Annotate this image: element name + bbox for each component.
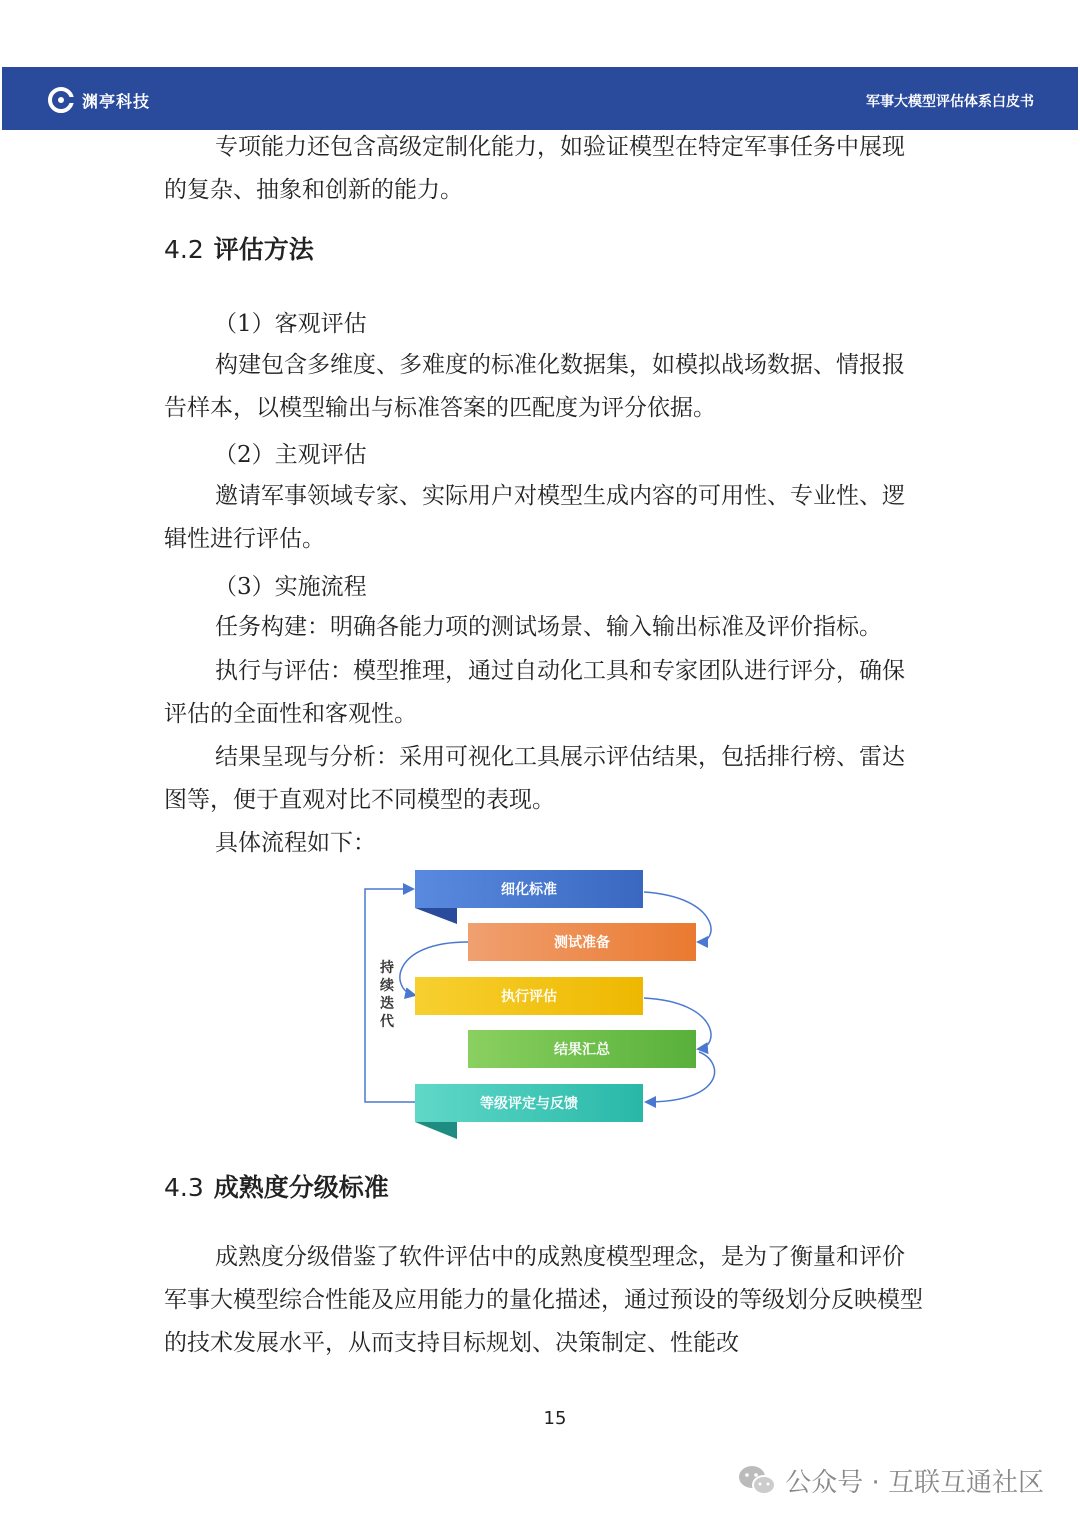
flow-step-label: 等级评定与反馈 xyxy=(480,1096,578,1112)
maturity-paragraph: 成熟度分级借鉴了软件评估中的成熟度模型理念，是为了衡量和评价军事大模型综合性能及应用能力的量化描述，通过预设的等级划分反映模型的技术发展水平，从而支持目标规划、决策制定、性能改 xyxy=(164,1244,923,1356)
section-title: 成熟度分级标准 xyxy=(213,1173,389,1202)
side-label-char: 持 xyxy=(380,960,394,976)
side-label-char: 续 xyxy=(380,978,394,994)
intro-paragraph: 专项能力还包含高级定制化能力，如验证模型在特定军事任务中展现的复杂、抽象和创新的能力。 xyxy=(164,134,905,203)
step-results: 结果呈现与分析：采用可视化工具展示评估结果，包括排行榜、雷达图等，便于直观对比不同模型的表现。 xyxy=(164,744,905,813)
objective-paragraph: 构建包含多维度、多难度的标准化数据集，如模拟战场数据、情报报告样本，以模型输出与标准答案的匹配度为评分依据。 xyxy=(164,352,905,421)
subjective-paragraph: 邀请军事领域专家、实际用户对模型生成内容的可用性、专业性、逻辑性进行评估。 xyxy=(164,483,905,552)
step-execute: 执行与评估：模型推理，通过自动化工具和专家团队进行评分，确保评估的全面性和客观性。 xyxy=(164,658,905,727)
subheading-objective: （1）客观评估 xyxy=(214,311,367,337)
wechat-icon xyxy=(737,1464,777,1498)
section-heading-4-3 xyxy=(164,1168,389,1204)
brand-logo xyxy=(48,87,150,113)
section-number: 4.3 xyxy=(164,1173,204,1202)
step-task-build: 任务构建：明确各能力项的测试场景、输入输出标准及评价指标。 xyxy=(215,614,882,640)
process-flow-diagram xyxy=(360,862,730,1147)
watermark-footer xyxy=(737,1462,1044,1499)
side-label-char: 迭 xyxy=(380,996,394,1012)
section-number: 4.2 xyxy=(164,235,204,264)
subheading-subjective: （2）主观评估 xyxy=(214,442,367,468)
subheading-process: （3）实施流程 xyxy=(214,574,367,600)
flow-step-label: 测试准备 xyxy=(554,935,610,951)
flow-intro: 具体流程如下： xyxy=(215,830,376,856)
page-number: 15 xyxy=(543,1408,567,1429)
c-logo-icon xyxy=(48,87,74,113)
section-heading-4-2 xyxy=(164,230,314,266)
document-title: 军事大模型评估体系白皮书 xyxy=(866,94,1034,110)
side-label-char: 代 xyxy=(380,1014,394,1030)
section-title: 评估方法 xyxy=(213,235,314,264)
flow-step-label: 执行评估 xyxy=(501,989,557,1005)
flow-step-label: 结果汇总 xyxy=(554,1042,610,1058)
brand-name: 渊亭科技 xyxy=(82,91,151,111)
flow-step-label: 细化标准 xyxy=(501,882,557,898)
page-header xyxy=(2,67,1078,130)
watermark-text: 公众号 · 互联互通社区 xyxy=(785,1468,1044,1498)
